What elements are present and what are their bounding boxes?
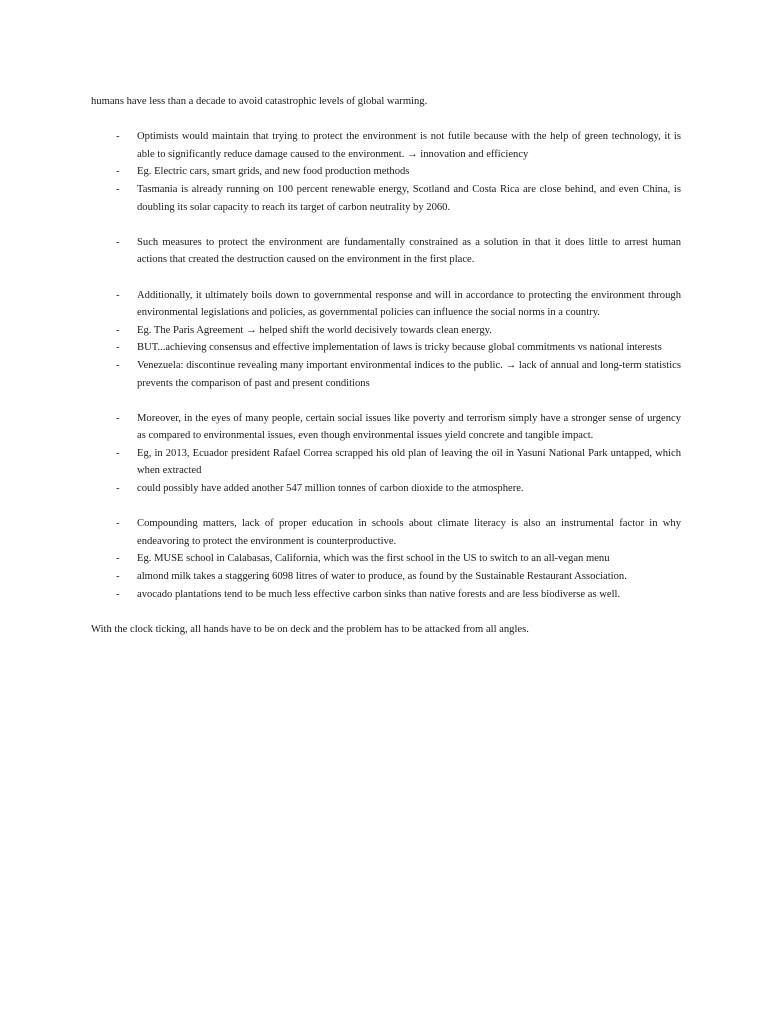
- bullet-text: Eg, in 2013, Ecuador president Rafael Correa scrapped his old plan of leaving the oil in Yasuní National Park untapped, which when extracted: [137, 447, 681, 477]
- dash-marker: -: [116, 359, 120, 371]
- bullet-item: [91, 322, 681, 340]
- bullet-text: Eg. MUSE school in Calabasas, California, which was the first school in the US to switch to an all-vegan menu: [137, 553, 610, 565]
- bullet-text: almond milk takes a staggering 6098 litres of water to produce, as found by the Sustainable Restaurant Association.: [137, 571, 627, 583]
- bullet-item: [91, 515, 681, 550]
- dash-marker: -: [116, 518, 120, 530]
- bullet-text: Additionally, it ultimately boils down to governmental response and will in accordance to protecting the environment through environmental legislations and policies, as governmental policies can influence the social norms in a country.: [137, 289, 681, 319]
- bullet-item: [91, 339, 681, 357]
- bullet-item: [91, 586, 681, 604]
- dash-marker: -: [116, 571, 120, 583]
- dash-marker: -: [116, 553, 120, 565]
- bullet-group-social-issues: [91, 410, 681, 498]
- bullet-text: Compounding matters, lack of proper education in schools about climate literacy is also an instrumental factor in why endeavoring to protect the environment is counterproductive.: [137, 518, 681, 547]
- intro-paragraph: humans have less than a decade to avoid catastrophic levels of global warming.: [91, 96, 428, 107]
- dash-marker: -: [116, 342, 120, 354]
- document-page: [91, 93, 681, 638]
- bullet-text: Venezuela: discontinue revealing many important environmental indices to the public. → lack of annual and long-term statistics prevents the comparison of past and present conditions: [137, 359, 681, 389]
- bullet-item: [91, 287, 681, 322]
- bullet-text: Optimists would maintain that trying to protect the environment is not futile because with the help of green technology, it is able to significantly reduce damage caused to the environment. → innovation and efficiency: [137, 131, 681, 160]
- bullet-text: avocado plantations tend to be much less effective carbon sinks than native forests and are less biodiverse as well.: [137, 588, 621, 600]
- bullet-text: Tasmania is already running on 100 percent renewable energy, Scotland and Costa Rica are close behind, and even China, is doubling its solar capacity to reach its target of carbon neutrality by 2060.: [137, 183, 681, 213]
- closing-paragraph: With the clock ticking, all hands have to be on deck and the problem has to be attacked from all angles.: [91, 623, 529, 635]
- dash-marker: -: [116, 183, 120, 195]
- bullet-text: Such measures to protect the environment are fundamentally constrained as a solution in that it does little to arrest human actions that created the destruction caused on the environment in the first place.: [137, 236, 681, 266]
- dash-marker: -: [116, 483, 120, 495]
- dash-marker: -: [116, 166, 120, 178]
- dash-marker: -: [116, 131, 120, 143]
- bullet-item: [91, 181, 681, 216]
- bullet-item: [91, 568, 681, 586]
- bullet-item: [91, 163, 681, 181]
- dash-marker: -: [116, 447, 120, 459]
- bullet-group-education: [91, 515, 681, 603]
- dash-marker: -: [116, 289, 120, 301]
- bullet-text: Eg. The Paris Agreement → helped shift the world decisively towards clean energy.: [137, 324, 492, 336]
- bullet-text: could possibly have added another 547 million tonnes of carbon dioxide to the atmosphere.: [137, 483, 524, 495]
- dash-marker: -: [116, 588, 120, 600]
- bullet-item: [91, 128, 681, 163]
- dash-marker: -: [116, 412, 120, 424]
- bullet-group-constraints: [91, 234, 681, 269]
- bullet-item: [91, 480, 681, 498]
- bullet-item: [91, 445, 681, 480]
- bullet-text: BUT...achieving consensus and effective implementation of laws is tricky because global commitments vs national interests: [137, 342, 662, 354]
- bullet-item: [91, 234, 681, 269]
- bullet-item: [91, 550, 681, 568]
- dash-marker: -: [116, 324, 120, 336]
- bullet-group-green-technology: [91, 128, 681, 216]
- bullet-item: [91, 357, 681, 392]
- bullet-group-governmental-response: [91, 287, 681, 393]
- dash-marker: -: [116, 236, 120, 248]
- bullet-text: Moreover, in the eyes of many people, certain social issues like poverty and terrorism simply have a stronger sense of urgency as compared to environmental issues, even though environmental issues yield concrete and tangible impact.: [137, 412, 681, 442]
- bullet-text: Eg. Electric cars, smart grids, and new food production methods: [137, 166, 410, 178]
- bullet-item: [91, 410, 681, 445]
